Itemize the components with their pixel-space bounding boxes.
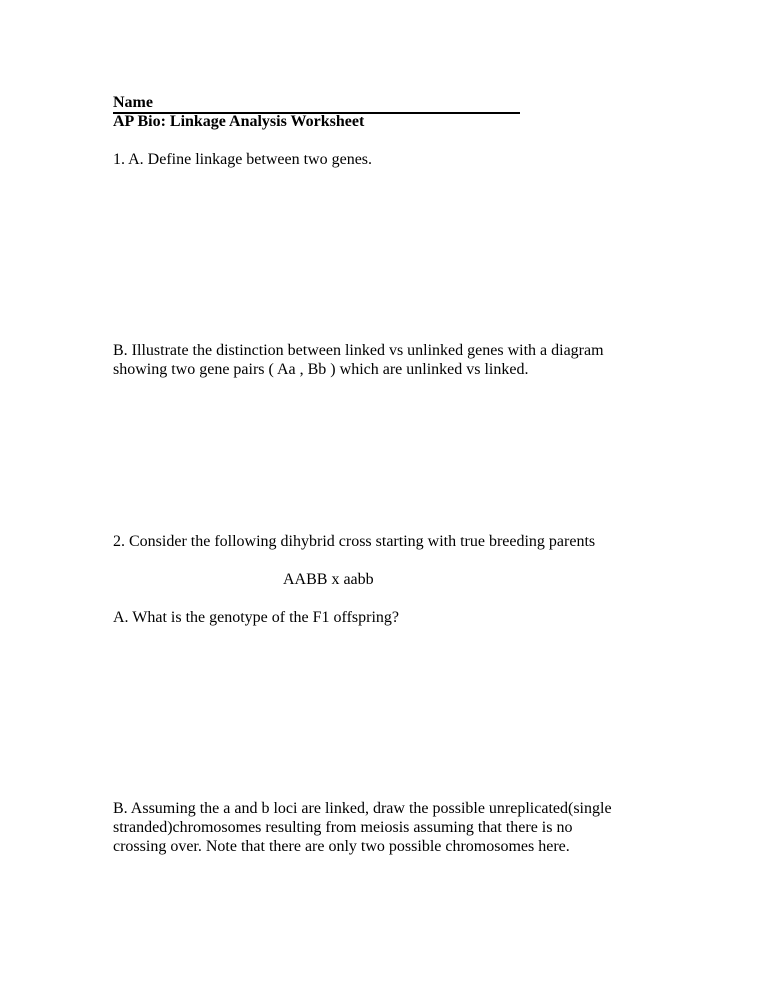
question-2a: A. What is the genotype of the F1 offspring? — [113, 609, 400, 626]
name-label: Name — [113, 94, 153, 111]
dihybrid-cross: AABB x aabb — [283, 571, 374, 588]
question-1b-line-1: B. Illustrate the distinction between linked vs unlinked genes with a diagram — [113, 342, 604, 359]
question-2b-line-1: B. Assuming the a and b loci are linked, draw the possible unreplicated(single — [113, 800, 612, 817]
question-2b-line-3: crossing over. Note that there are only two possible chromosomes here. — [113, 838, 570, 855]
question-1b-line-2: showing two gene pairs ( Aa , Bb ) which are unlinked vs linked. — [113, 361, 529, 378]
question-1a: 1. A. Define linkage between two genes. — [113, 151, 373, 168]
question-2b-line-2: stranded)chromosomes resulting from meiosis assuming that there is no — [113, 819, 573, 836]
question-2: 2. Consider the following dihybrid cross starting with true breeding parents — [113, 533, 596, 550]
worksheet-title: AP Bio: Linkage Analysis Worksheet — [113, 113, 365, 130]
